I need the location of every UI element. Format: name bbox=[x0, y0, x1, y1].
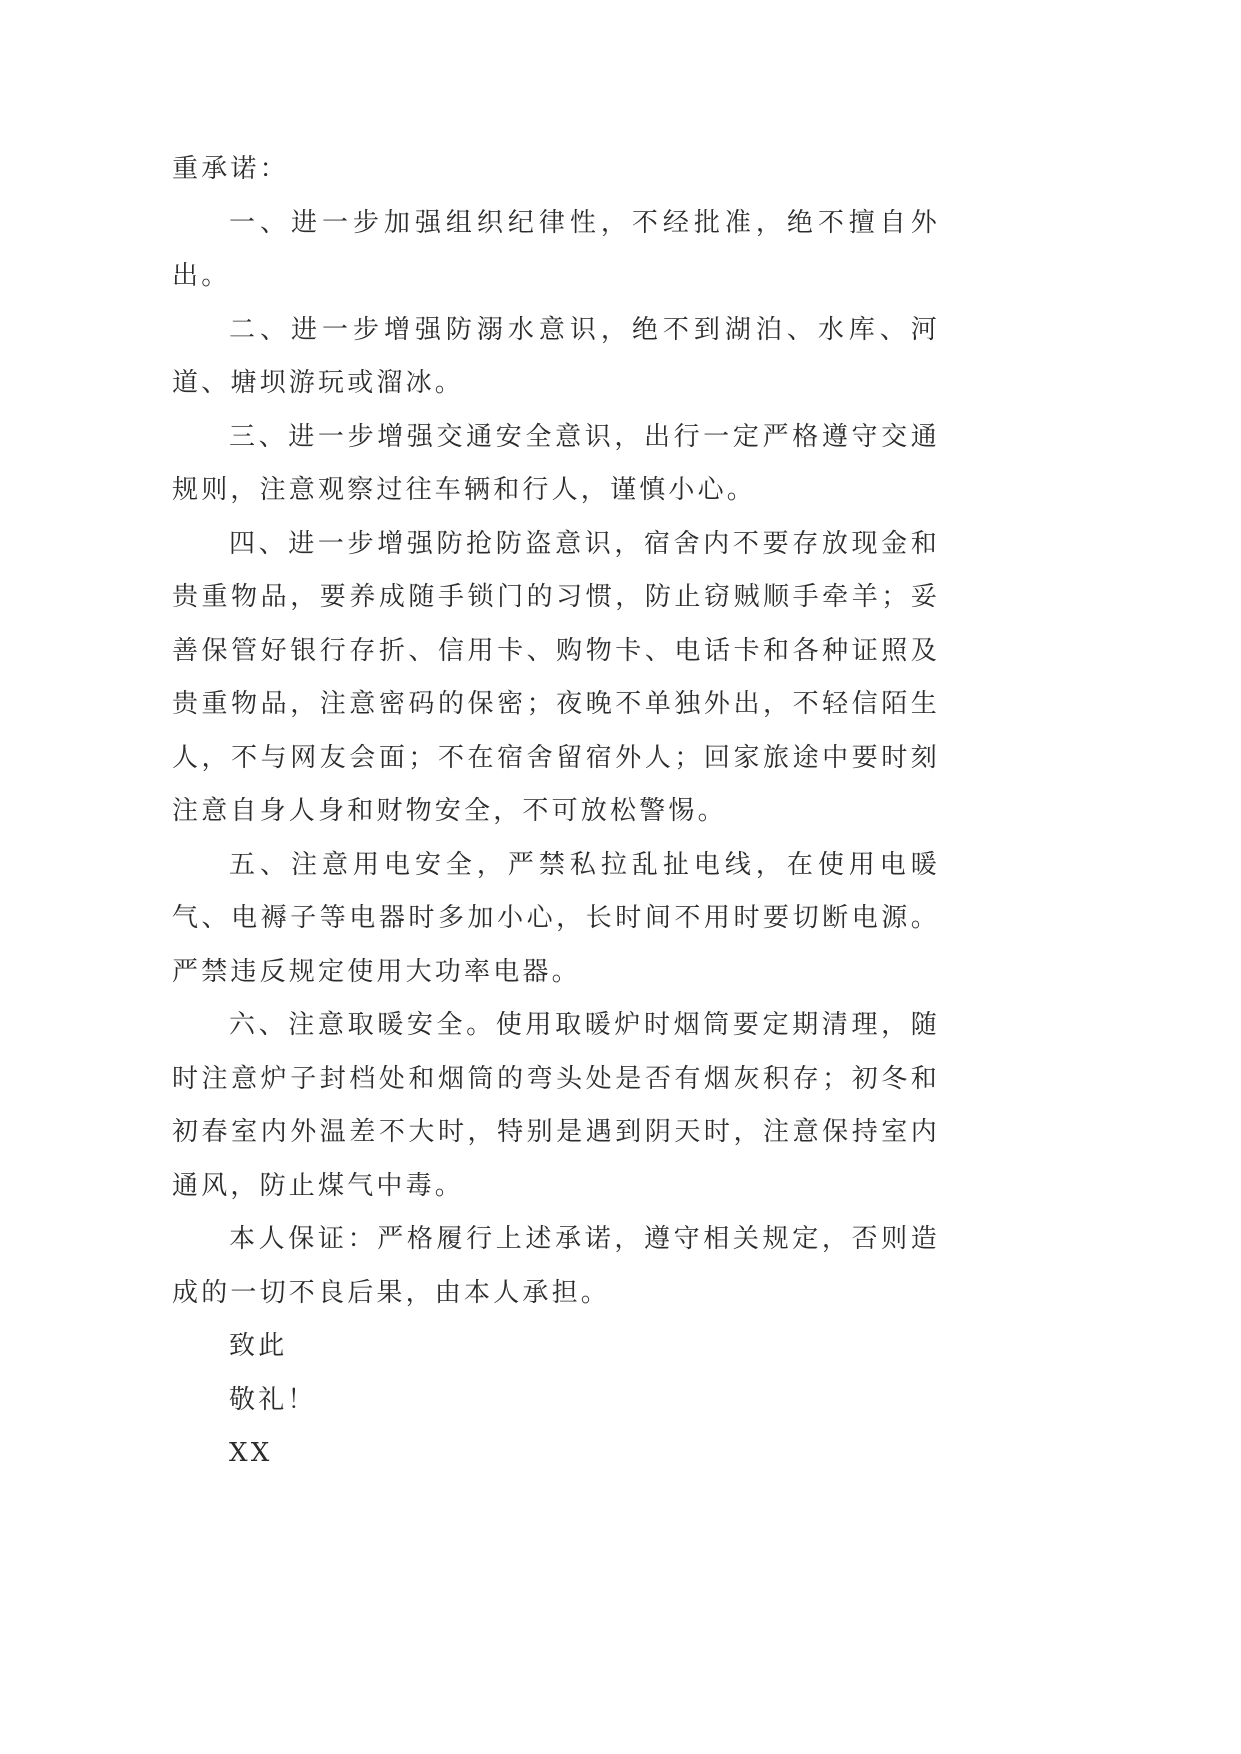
guarantee-paragraph: 本人保证：严格履行上述承诺，遵守相关规定，否则造成的一切不良后果，由本人承担。 bbox=[172, 1224, 940, 1308]
item-2: 二、进一步增强防溺水意识，绝不到湖泊、水库、河道、塘坝游玩或溜冰。 bbox=[172, 314, 940, 398]
closing-phrase: 致此 bbox=[229, 1331, 288, 1361]
opening-line: 重承诺： bbox=[172, 154, 289, 184]
document-body bbox=[172, 143, 940, 1481]
signature: XX bbox=[229, 1438, 273, 1468]
item-4: 四、进一步增强防抢防盗意识，宿舍内不要存放现金和贵重物品，要养成随手锁门的习惯，防止窃贼顺手牵羊；妥善保管好银行存折、信用卡、购物卡、电话卡和各种证照及贵重物品，注意密码的保密；夜晚不单独外出，不轻信陌生人，不与网友会面；不在宿舍留宿外人；回家旅途中要时刻注意自身人身和财物安全，不可放松警惕。 bbox=[172, 528, 940, 826]
item-5: 五、注意用电安全，严禁私拉乱扯电线，在使用电暖气、电褥子等电器时多加小心，长时间不用时要切断电源。严禁违反规定使用大功率电器。 bbox=[172, 849, 940, 987]
item-6: 六、注意取暖安全。使用取暖炉时烟筒要定期清理，随时注意炉子封档处和烟筒的弯头处是否有烟灰积存；初冬和初春室内外温差不大时，特别是遇到阴天时，注意保持室内通风，防止煤气中毒。 bbox=[172, 1010, 940, 1201]
item-1: 一、进一步加强组织纪律性，不经批准，绝不擅自外出。 bbox=[172, 207, 940, 291]
item-3: 三、进一步增强交通安全意识，出行一定严格遵守交通规则，注意观察过往车辆和行人，谨慎小心。 bbox=[172, 421, 940, 505]
salutation: 敬礼！ bbox=[229, 1384, 317, 1415]
